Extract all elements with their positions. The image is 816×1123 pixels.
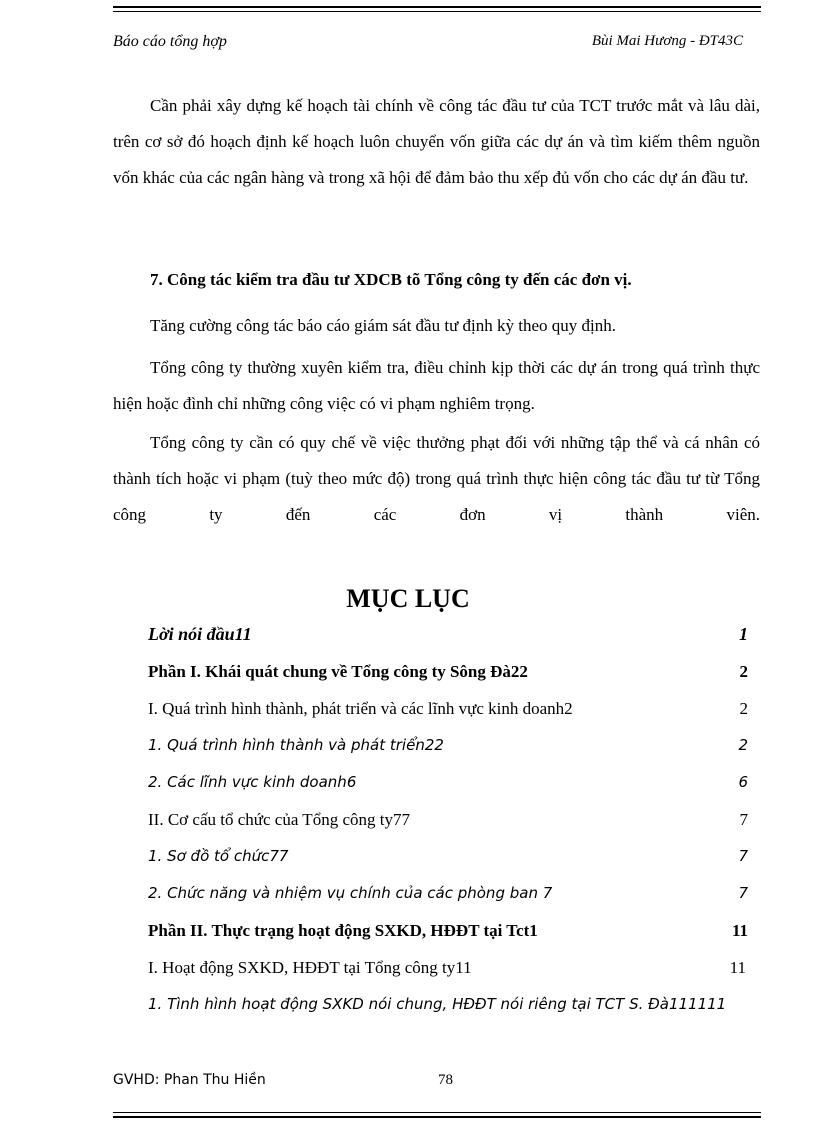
toc-entry[interactable] bbox=[148, 656, 750, 692]
footer-page-number: 78 bbox=[438, 1072, 453, 1088]
toc-entry[interactable] bbox=[148, 952, 750, 988]
toc-entry[interactable] bbox=[148, 989, 750, 1025]
toc-entry[interactable] bbox=[148, 693, 750, 729]
toc-entry-page: 1 bbox=[739, 624, 748, 644]
toc-entry-title: 2. Chức năng và nhiệm vụ chính của các phòng ban 7 bbox=[148, 884, 553, 902]
toc-title: MỤC LỤC bbox=[346, 584, 470, 613]
toc-entry-title: 1. Tình hình hoạt động SXKD nói chung, HĐĐT nói riêng tại TCT S. Đà111111 bbox=[148, 995, 727, 1013]
toc-entry[interactable] bbox=[148, 767, 750, 803]
toc-entry[interactable] bbox=[148, 878, 750, 914]
toc-entry-page: 11 bbox=[729, 958, 746, 977]
header-rule bbox=[113, 6, 761, 12]
toc-entry-page: 7 bbox=[738, 847, 748, 865]
toc-entry-title: 2. Các lĩnh vực kinh doanh6 bbox=[148, 773, 357, 791]
toc-entry-title: Phần I. Khái quát chung về Tổng công ty Sông Đà22 bbox=[148, 662, 528, 681]
toc-entry-title: 1. Quá trình hình thành và phát triển22 bbox=[148, 736, 444, 754]
toc-entry[interactable] bbox=[148, 915, 750, 951]
toc-entry[interactable] bbox=[148, 804, 750, 840]
toc-entry-title: I. Quá trình hình thành, phát triển và các lĩnh vực kinh doanh2 bbox=[148, 699, 573, 718]
toc-entry-title: Phần II. Thực trạng hoạt động SXKD, HĐĐT tại Tct1 bbox=[148, 921, 538, 940]
toc-entry-page: 6 bbox=[738, 773, 748, 791]
paragraph-finance-plan: Cần phải xây dựng kế hoạch tài chính về công tác đầu tư của TCT trước mắt và lâu dài, trên cơ sở đó hoạch định kế hoạch luôn chuyển vốn giữa các dự án và tìm kiếm thêm nguồn vốn khác của các ngân hàng và trong xã hội để đảm bảo thu xếp đủ vốn cho các dự án đầu tư. bbox=[113, 96, 760, 187]
toc-entry-page: 11 bbox=[731, 921, 748, 940]
toc-entry-page: 2 bbox=[739, 662, 748, 681]
toc-entry-title: I. Hoạt động SXKD, HĐĐT tại Tổng công ty11 bbox=[148, 958, 472, 977]
paragraph-reporting: Tăng cường công tác báo cáo giám sát đầu tư định kỳ theo quy định. bbox=[150, 316, 616, 335]
toc-entry[interactable] bbox=[148, 730, 750, 766]
section-heading-7: 7. Công tác kiểm tra đầu tư XDCB tõ Tổng công ty đến các đơn vị. bbox=[150, 270, 632, 289]
toc-entry[interactable] bbox=[148, 841, 750, 877]
toc-entry-page: 2 bbox=[738, 736, 748, 754]
toc-entry[interactable] bbox=[148, 618, 750, 654]
toc-entry-title: 1. Sơ đồ tổ chức77 bbox=[148, 847, 289, 865]
toc-entry-title: Lời nói đầu11 bbox=[148, 624, 252, 644]
toc-entry-page: 7 bbox=[738, 884, 748, 902]
footer-advisor: GVHD: Phan Thu Hiền bbox=[113, 1072, 266, 1088]
toc-entry-page: 2 bbox=[739, 699, 748, 718]
toc-entry-title: II. Cơ cấu tổ chức của Tổng công ty77 bbox=[148, 810, 410, 829]
header-author: Bùi Mai Hương - ĐT43C bbox=[591, 33, 743, 49]
footer-rule bbox=[113, 1112, 761, 1118]
toc-entry-page: 7 bbox=[739, 810, 748, 829]
paragraph-rewards: Tổng công ty cần có quy chế về việc thưởng phạt đối với những tập thể và cá nhân có thành tích hoặc vi phạm (tuỳ theo mức độ) trong quá trình thực hiện công tác đầu tư từ Tổng công ty đến các đơn vị thành viên. bbox=[113, 433, 760, 524]
paragraph-inspection: Tổng công ty thường xuyên kiểm tra, điều chỉnh kịp thời các dự án trong quá trình thực hiện hoặc đình chỉ những công việc có vi phạm nghiêm trọng. bbox=[113, 358, 760, 413]
header-report-title: Báo cáo tổng hợp bbox=[113, 33, 227, 50]
